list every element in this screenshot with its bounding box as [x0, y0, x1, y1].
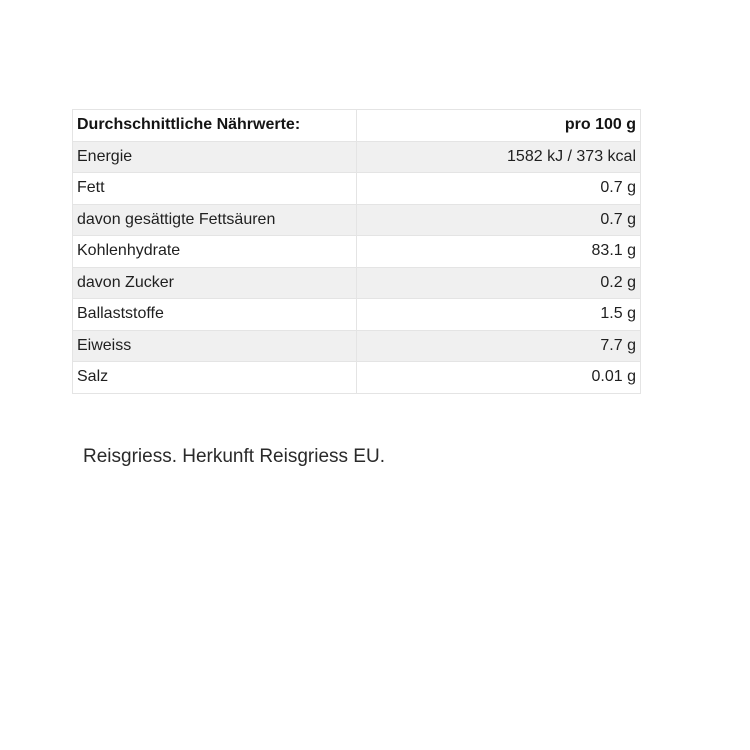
- nutrient-name: Kohlenhydrate: [73, 236, 357, 268]
- table-row: [73, 204, 641, 236]
- nutrient-value: 0.01 g: [357, 362, 641, 394]
- ingredients-text: Reisgriess. Herkunft Reisgriess EU.: [83, 446, 385, 467]
- nutrient-value: 0.2 g: [357, 267, 641, 299]
- table-row: [73, 362, 641, 394]
- table-row: [73, 173, 641, 205]
- nutrient-name: davon gesättigte Fettsäuren: [73, 204, 357, 236]
- nutrient-value: 1582 kJ / 373 kcal: [357, 141, 641, 173]
- nutrient-value: 83.1 g: [357, 236, 641, 268]
- nutrition-table: [72, 109, 641, 394]
- table-header-row: [73, 110, 641, 142]
- nutrient-value: 0.7 g: [357, 204, 641, 236]
- table-row: [73, 236, 641, 268]
- nutrient-name: Ballaststoffe: [73, 299, 357, 331]
- table-row: [73, 141, 641, 173]
- table-row: [73, 267, 641, 299]
- nutrient-value: 7.7 g: [357, 330, 641, 362]
- table-row: [73, 299, 641, 331]
- table-row: [73, 330, 641, 362]
- nutrient-name: Eiweiss: [73, 330, 357, 362]
- nutrient-name: Salz: [73, 362, 357, 394]
- nutrient-value: 1.5 g: [357, 299, 641, 331]
- nutrient-value: 0.7 g: [357, 173, 641, 205]
- nutrient-name: Energie: [73, 141, 357, 173]
- nutrient-name: davon Zucker: [73, 267, 357, 299]
- nutrient-name: Fett: [73, 173, 357, 205]
- header-per-100g: pro 100 g: [357, 110, 641, 142]
- header-nutrient: Durchschnittliche Nährwerte:: [73, 110, 357, 142]
